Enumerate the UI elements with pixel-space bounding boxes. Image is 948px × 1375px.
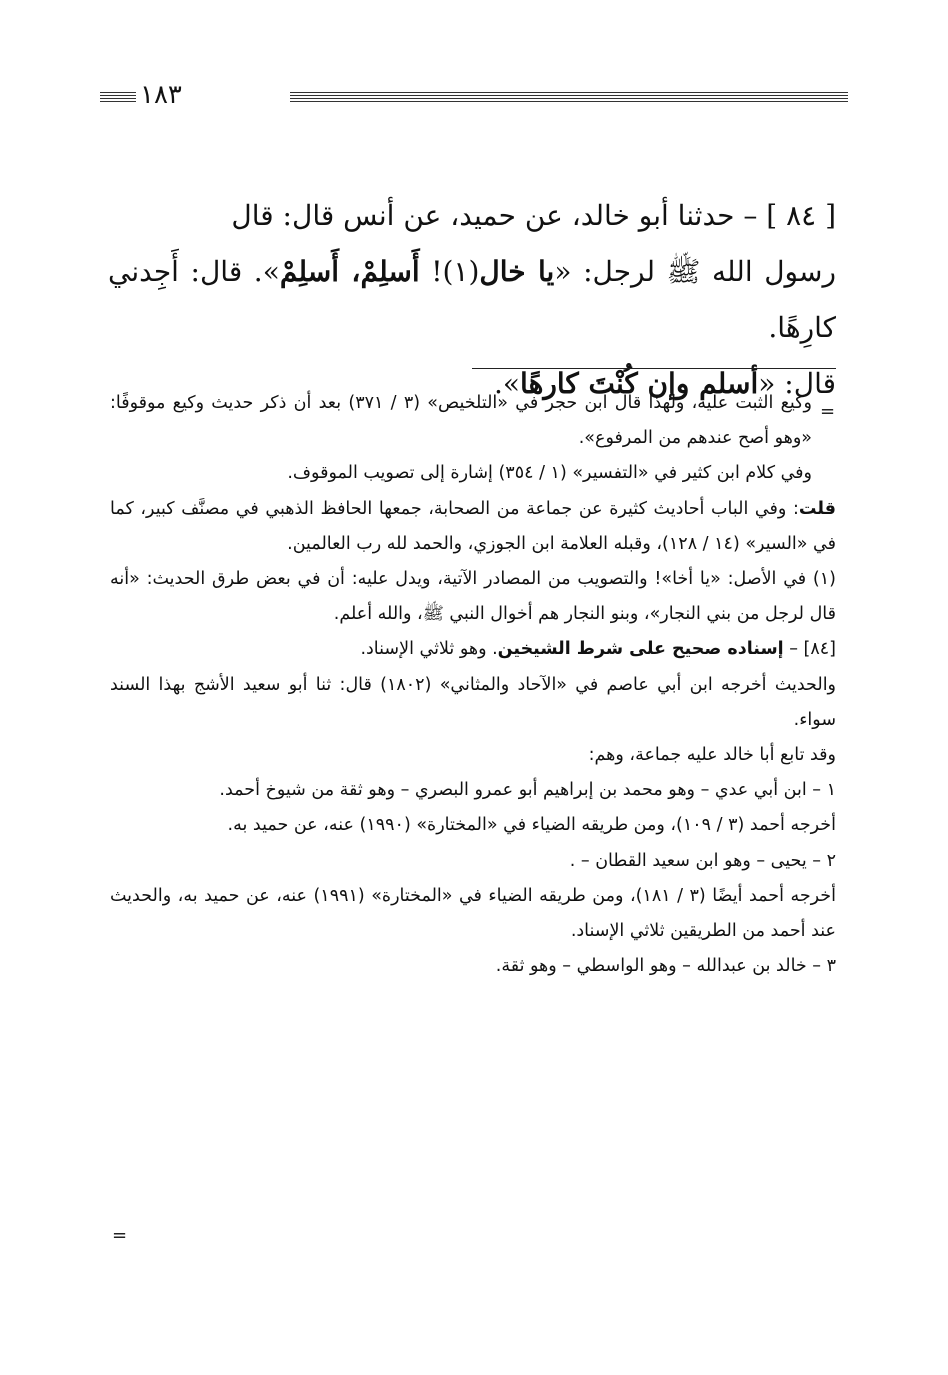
- takhrij-paragraph-3: وقد تابع أبا خالد عليه جماعة، وهم:: [588, 745, 836, 766]
- hadith-line-2-bold-2: أَسلِمْ، أَسلِمْ: [279, 255, 420, 288]
- note-paragraph-2: وفي كلام ابن كثير في «التفسير» (١ / ٣٥٤) إشارة إلى تصويب الموقوف.: [287, 463, 812, 484]
- footnotes: [110, 386, 836, 984]
- takhrij-heading: [110, 632, 836, 667]
- hadith-line-1: [ ٨٤ ] – حدثنا أبو خالد، عن حميد، عن أنس قال: قال: [231, 199, 836, 232]
- hadith-line-2-bold-1: يا خال: [479, 255, 555, 288]
- header-rule-right: [290, 92, 848, 104]
- hadith-line-2-part-a: رسول الله ﷺ لرجل: «: [554, 255, 836, 288]
- takhrij-number: [٨٤] –: [783, 639, 836, 660]
- footnote-divider: [472, 368, 836, 369]
- page-end-mark: =: [112, 1225, 128, 1246]
- hadith-line-3-part-a: قال: «: [758, 367, 836, 400]
- page-number: ١٨٣: [140, 80, 182, 110]
- header-rule-left: [100, 92, 136, 104]
- hadith-line-2-part-b: (١)!: [419, 255, 480, 288]
- takhrij-paragraph-5: أخرجه أحمد (٣ / ١٠٩)، ومن طريقه الضياء في «المختارة» (١٩٩٠) عنه، عن حميد به.: [227, 815, 836, 836]
- page-header: [100, 80, 848, 114]
- note-paragraph-1: وكيع الثبت عليه، ولهذا قال ابن حجر في «التلخيص» (٣ / ٣٧١) بعد أن ذكر حديث وكيع موقوفًا: «وهو أصح عندهم من المرفوع».: [110, 393, 812, 449]
- hadith-line-3-bold: أسلم وإن كُنْتَ كارهًا: [520, 367, 759, 400]
- note-paragraph-3-text: : وفي الباب أحاديث كثيرة عن جماعة من الصحابة، جمعها الحافظ الذهبي في مصنَّف كبير، كما في «السير» (١٤ / ١٢٨)، وقبله العلامة ابن الجوزي، والحمد لله رب العالمين.: [110, 498, 836, 554]
- note-qult: قلت: [798, 498, 836, 519]
- hadith-text: [108, 188, 836, 412]
- hadith-line-3-part-b: ».: [494, 367, 521, 400]
- takhrij-verdict-tail: . وهو ثلاثي الإسناد.: [360, 639, 498, 660]
- continuation-mark: =: [820, 401, 836, 422]
- takhrij-paragraph-8: ٣ – خالد بن عبدالله – وهو الواسطي – وهو ثقة.: [495, 956, 836, 977]
- hadith-line-2-part-c: ». قال: أَجِدني كارِهًا.: [108, 255, 836, 344]
- takhrij-verdict: إسناده صحيح على شرط الشيخين: [497, 639, 784, 660]
- hadith-line-2: [108, 244, 836, 356]
- takhrij-paragraph-7: أخرجه أحمد أيضًا (٣ / ١٨١)، ومن طريقه الضياء في «المختارة» (١٩٩١) عنه، عن حميد به، والحديث عند أحمد من الطريقين ثلاثي الإسناد.: [110, 885, 836, 942]
- footnote-1: (١) في الأصل: «يا أخا»! والتصويب من المصادر الآتية، ويدل عليه: أن في بعض طرق الحديث: «أنه قال لرجل من بني النجار»، وبنو النجار هم أخوال النبي ﷺ، والله أعلم.: [110, 569, 836, 625]
- note-paragraph-3: [110, 492, 836, 562]
- takhrij-paragraph-2: والحديث أخرجه ابن أبي عاصم في «الآحاد والمثاني» (١٨٠٢) قال: ثنا أبو سعيد الأشج بهذا السند سواء.: [110, 674, 837, 730]
- takhrij-paragraph-6: ٢ – يحيى – وهو ابن سعيد القطان – .: [569, 850, 836, 871]
- takhrij-paragraph-4: ١ – ابن أبي عدي – وهو محمد بن إبراهيم أبو عمرو البصري – وهو ثقة من شيوخ أحمد.: [219, 780, 836, 801]
